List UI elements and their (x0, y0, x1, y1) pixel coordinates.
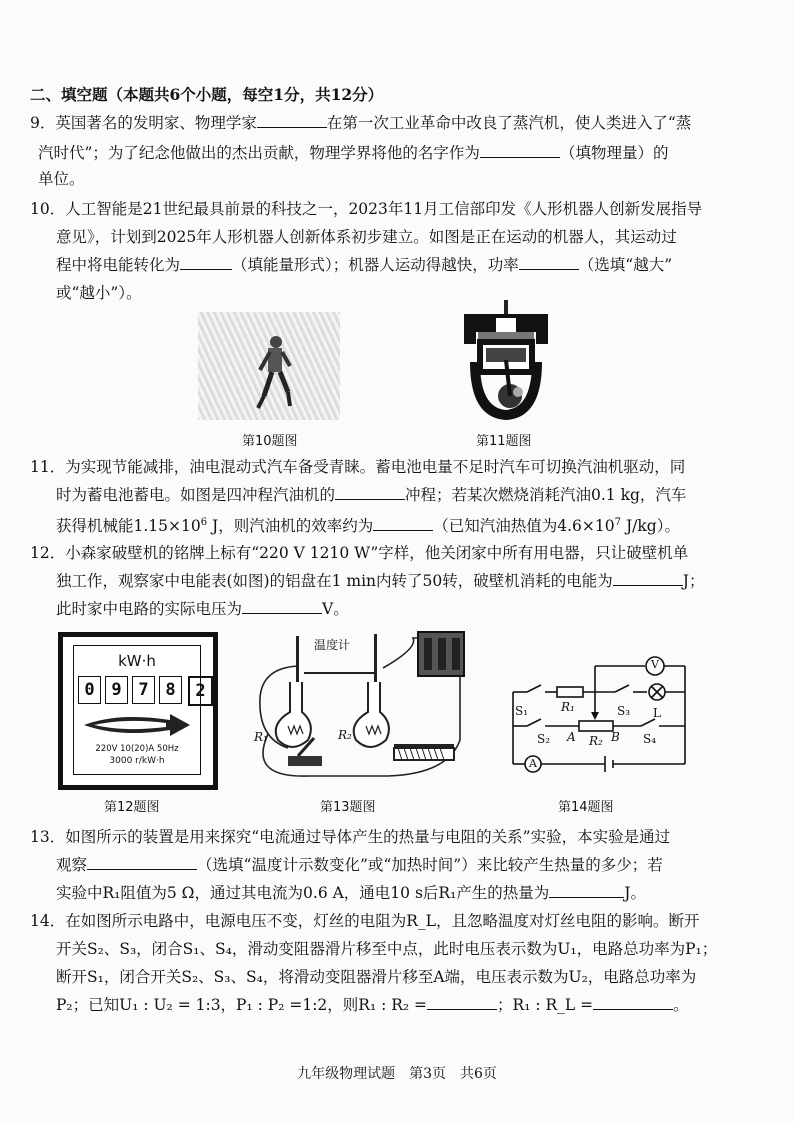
meter-digit: 9 (105, 676, 128, 704)
q9-text: 单位。 (38, 170, 85, 188)
meter-digit: 0 (78, 676, 101, 704)
q11-text: J/kg）。 (621, 517, 680, 536)
q11-exponent: 6 (200, 517, 208, 528)
figure-14-caption: 第14题图 (558, 800, 614, 815)
question-13-line-2 (56, 854, 794, 876)
meter-digits (78, 676, 213, 706)
voltmeter-label: V (651, 658, 659, 671)
meter-unit-label: kW·h (118, 652, 156, 670)
q10-text: （选填“越大” (578, 256, 673, 274)
q13-text: （选填“温度计示数变化”或“加热时间”）来比较产生热量的多少；若 (197, 856, 663, 874)
question-11-line-1: 11．为实现节能减排，油电混动式汽车备受青睐。蓄电池电量不足时汽车可切换汽油机驱动，同 (30, 458, 686, 476)
question-13-line-3 (56, 882, 794, 904)
q11-exponent: 7 (614, 517, 622, 528)
answer-blank[interactable] (373, 516, 433, 531)
figure-12-caption: 第12题图 (104, 800, 160, 815)
answer-blank[interactable] (519, 255, 579, 270)
q12-text: 此时家中电路的实际电压为 (56, 600, 243, 618)
robot-photo (198, 312, 340, 420)
q9-text: 9．英国著名的发明家、物理学家 (30, 114, 257, 132)
answer-blank[interactable] (257, 113, 327, 128)
answer-blank[interactable] (427, 995, 497, 1010)
point-b-label: B (611, 730, 620, 744)
meter-spec-constant: 3000 r/kW·h (109, 756, 165, 766)
question-14-line-4 (56, 994, 794, 1016)
q11-text: J，则汽油机的效率约为 (207, 517, 374, 536)
engine-diagram (460, 300, 552, 424)
answer-blank[interactable] (480, 143, 560, 158)
section-heading: 二、填空题（本题共6个小题，每空1分，共12分） (30, 85, 384, 104)
meter-digit-decimal: 2 (188, 676, 213, 706)
resistor-r2-label: R₂ (338, 728, 352, 742)
question-11-line-2 (56, 484, 794, 506)
question-12-line-1: 12．小森家破壁机的铭牌上标有“220 V 1210 W”字样，他关闭家中所有用电器，只让破壁机单 (30, 544, 689, 562)
four-stroke-engine-icon (460, 300, 552, 424)
q11-text: 时为蓄电池蓄电。如图是四冲程汽油机的 (56, 486, 336, 504)
question-14-line-2: 开关S₂、S₃，闭合S₁、S₄，滑动变阻器滑片移至中点，此时电压表示数为U₁，电路总功率为P₁； (56, 940, 718, 958)
switch-s3-label: S₃ (617, 704, 631, 718)
question-12-line-2 (56, 570, 794, 592)
figure-10-caption: 第10题图 (242, 434, 298, 449)
q11-text: 冲程；若某次燃烧消耗汽油0.1 kg，汽车 (405, 486, 687, 504)
figure-11-caption: 第11题图 (476, 434, 532, 449)
q11-text: 获得机械能1.15×10 (56, 517, 201, 536)
question-9-line-2 (38, 142, 778, 164)
question-10-line-2: 意见》，计划到2025年人形机器人创新体系初步建立。如图是正在运动的机器人，其运动过 (56, 228, 677, 246)
q14-text: ；R₁ : R_L = (497, 996, 594, 1014)
q12-text: 独工作，观察家中电能表(如图)的铝盘在1 min内转了50转，破壁机消耗的电能为 (56, 572, 613, 590)
meter-spec-rating: 220V 10(20)A 50Hz (95, 744, 179, 754)
answer-blank[interactable] (335, 485, 405, 500)
meter-digit: 8 (159, 676, 182, 704)
answer-blank[interactable] (242, 599, 322, 614)
question-13-line-1: 13．如图所示的装置是用来探究“电流通过导体产生的热量与电阻的关系”实验，本实验是通过 (30, 828, 671, 846)
question-10-line-3 (56, 254, 794, 276)
q9-text: 汽时代”；为了纪念他做出的杰出贡献，物理学界将他的名字作为 (38, 144, 480, 162)
q11-text: （已知汽油热值为4.6×10 (433, 517, 615, 536)
question-12-line-3 (56, 598, 794, 620)
q10-text: （填能量形式）；机器人运动得越快，功率 (232, 256, 519, 274)
q14-text: P₂；已知U₁ : U₂ = 1:3，P₁ : P₂ =1:2，则R₁ : R₂ = (56, 996, 428, 1014)
heating-experiment-diagram (248, 628, 470, 784)
thermometer-label: 温度计 (314, 638, 351, 652)
switch-s1-label: S₁ (515, 704, 529, 718)
answer-blank[interactable] (613, 571, 683, 586)
answer-blank[interactable] (549, 883, 624, 898)
answer-blank[interactable] (87, 855, 197, 870)
q14-text: 。 (673, 996, 689, 1014)
q13-text: J。 (624, 884, 647, 902)
q9-text: （填物理量）的 (559, 144, 669, 162)
experiment-apparatus-icon (248, 628, 470, 784)
meter-digit: 7 (132, 676, 155, 704)
point-a-label: A (567, 730, 576, 744)
answer-blank[interactable] (180, 255, 232, 270)
resistor-r1-label: R₁ (254, 730, 268, 744)
q10-text: 程中将电能转化为 (56, 256, 181, 274)
circuit-diagram (505, 652, 695, 782)
q10-text: 或“越小”）。 (56, 284, 142, 302)
question-14-line-3: 断开S₁，闭合开关S₂、S₃、S₄，将滑动变阻器滑片移至A端，电压表示数为U₂，电路总功率为 (56, 968, 697, 986)
meter-face (73, 645, 206, 775)
q13-text: 观察 (56, 856, 88, 874)
question-9-line-1 (30, 112, 770, 134)
electricity-meter (58, 632, 218, 790)
resistor-r1-label: R₁ (561, 700, 575, 714)
q12-text: V。 (322, 600, 349, 618)
question-14-line-1: 14．在如图所示电路中，电源电压不变，灯丝的电阻为R_L，且忽略温度对灯丝电阻的影响。断开 (30, 912, 700, 930)
question-11-line-3 (56, 512, 794, 537)
q9-text: 在第一次工业革命中改良了蒸汽机，使人类进入了“蒸 (326, 114, 692, 132)
figure-13-caption: 第13题图 (320, 800, 376, 815)
switch-s2-label: S₂ (537, 732, 551, 746)
question-10-line-1: 10．人工智能是21世纪最具前景的科技之一，2023年11月工信部印发《人形机器人创新发展指导 (30, 200, 703, 218)
q12-text: J； (682, 572, 705, 590)
meter-disc-arrow-icon (80, 710, 194, 740)
q13-text: 实验中R₁阻值为5 Ω，通过其电流为0.6 A，通电10 s后R₁产生的热量为 (56, 884, 550, 902)
switch-s4-label: S₄ (643, 732, 657, 746)
answer-blank[interactable] (593, 995, 673, 1010)
ammeter-label: A (529, 757, 537, 770)
page-footer: 九年级物理试题 第3页 共6页 (297, 1066, 497, 1082)
lamp-l-label: L (653, 706, 661, 720)
resistor-r2-label: R₂ (589, 734, 603, 748)
robot-figure-icon (198, 312, 340, 420)
